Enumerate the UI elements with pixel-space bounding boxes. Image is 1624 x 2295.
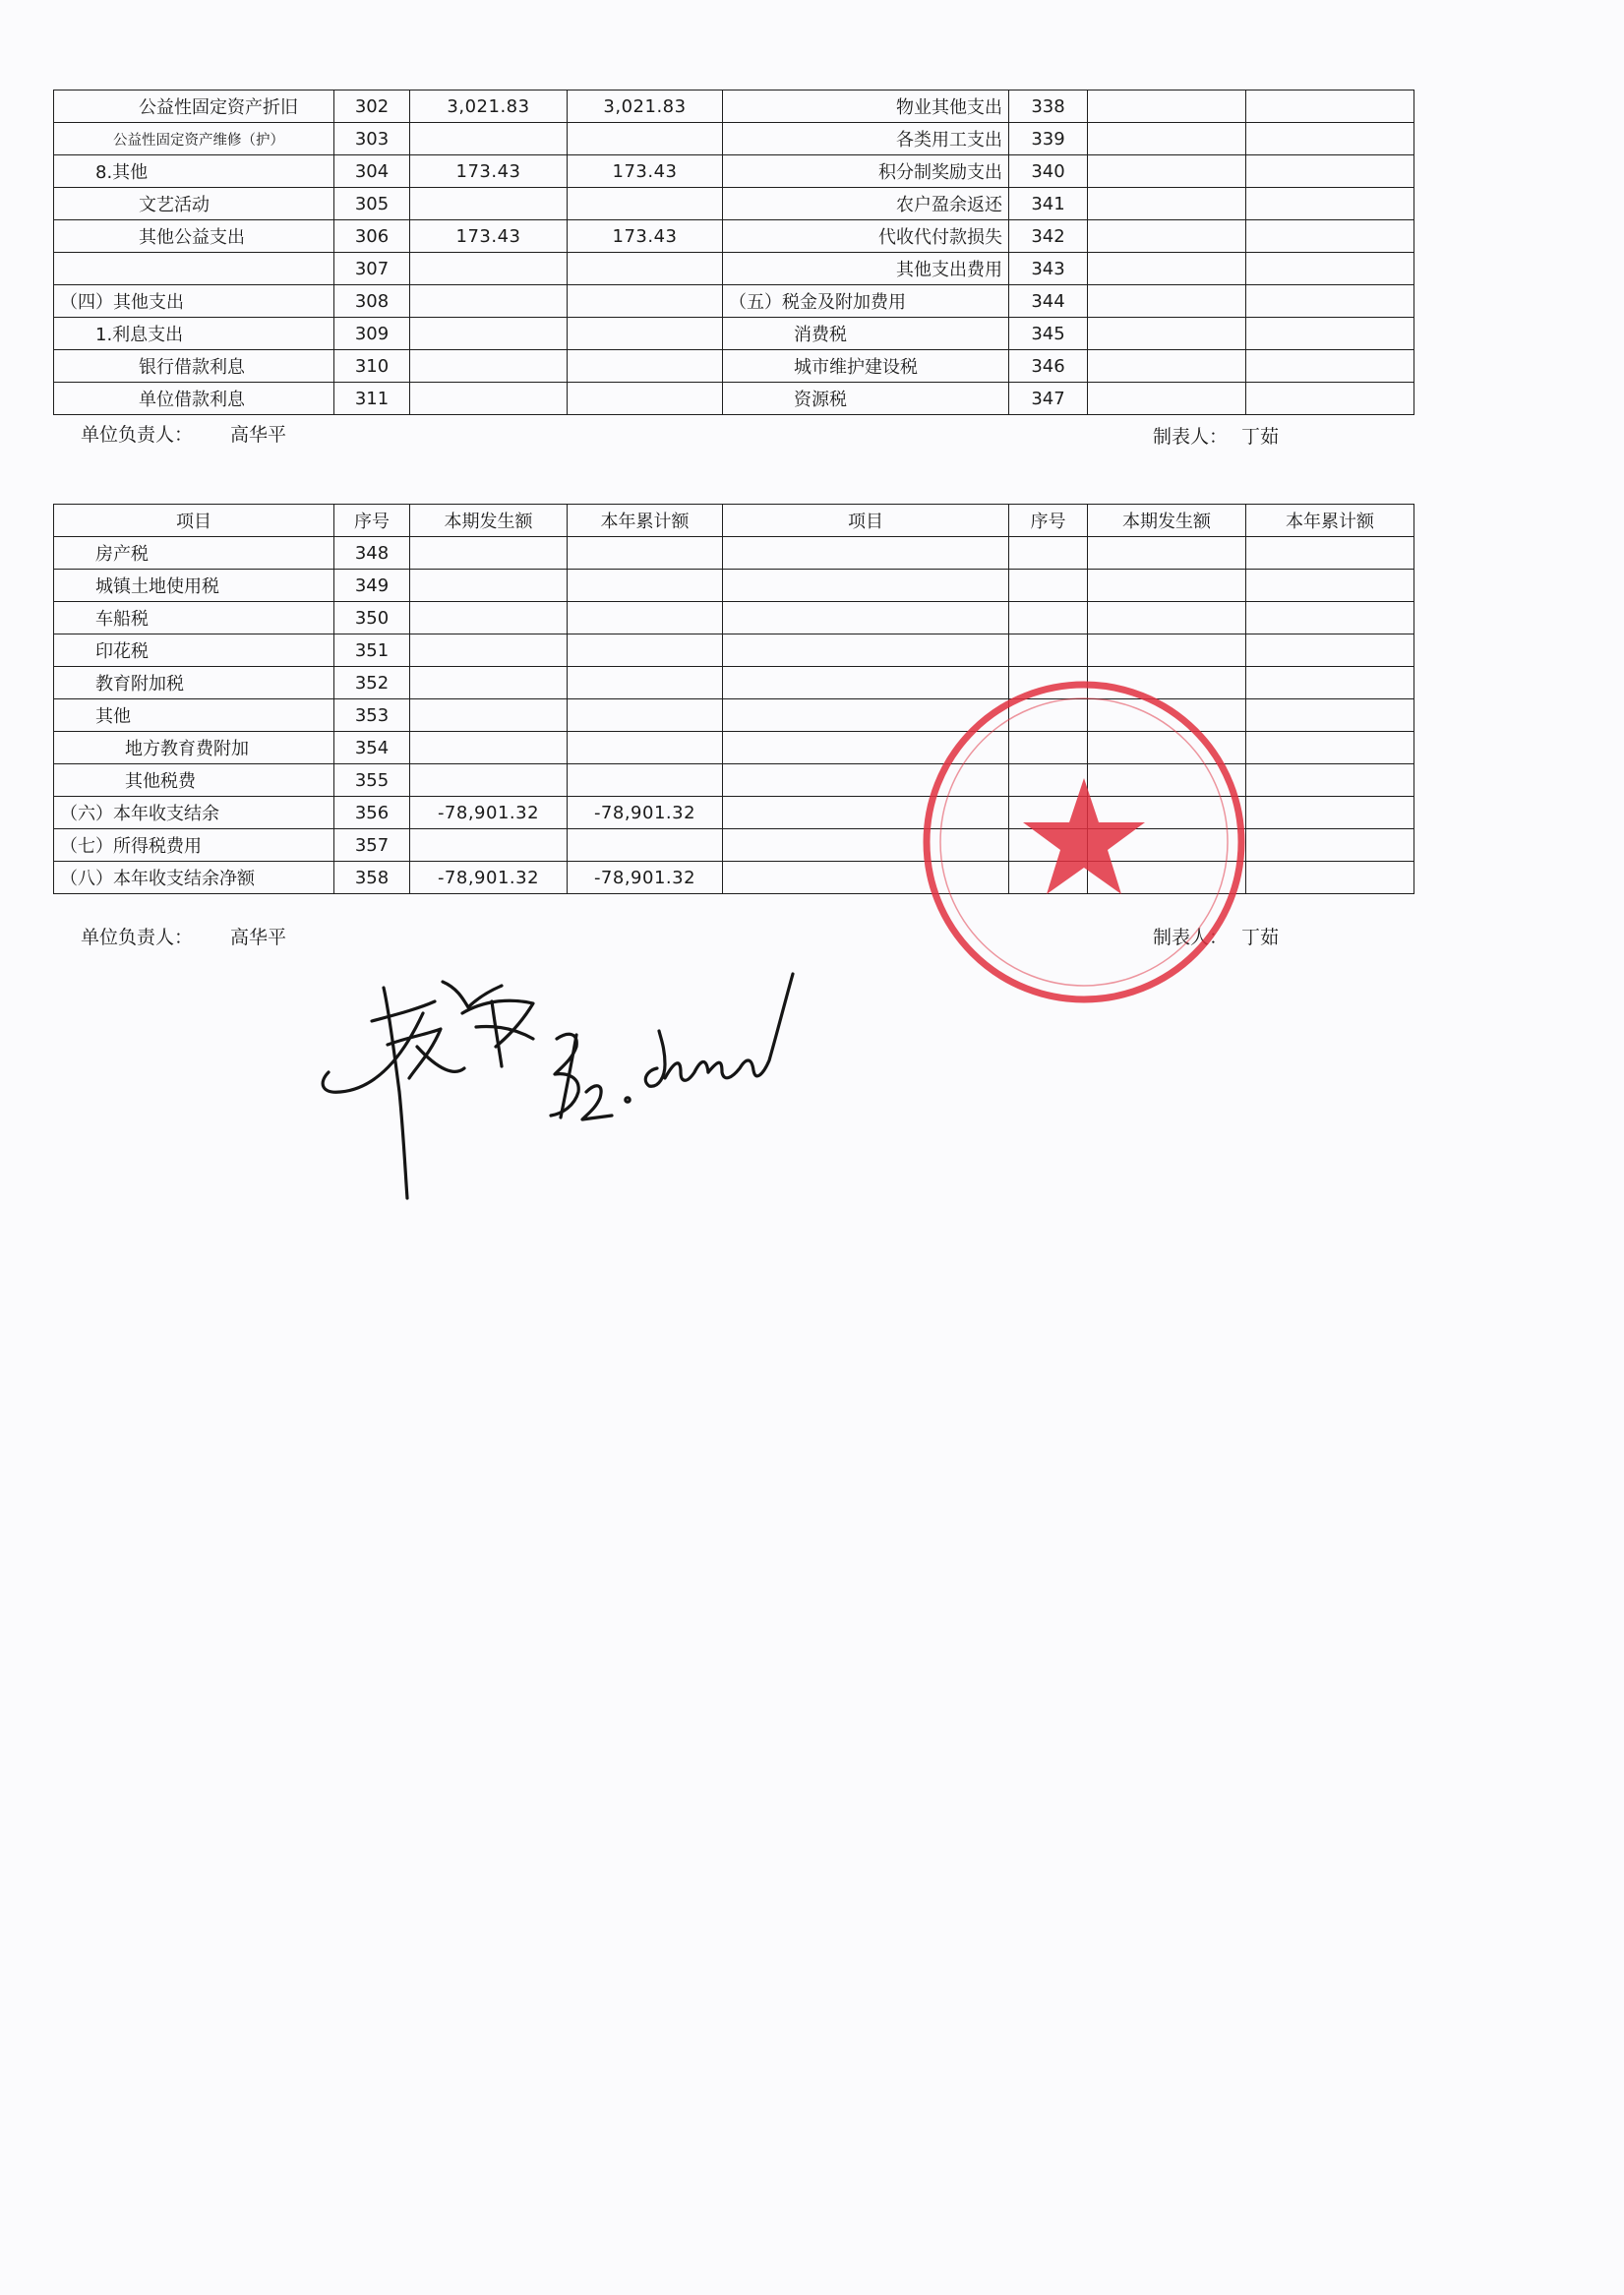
right-current-amount-empty [1088, 570, 1246, 602]
right-current-amount [1088, 350, 1246, 383]
table-row [54, 383, 1414, 415]
current-amount: -78,901.32 [410, 797, 568, 829]
left-current-amount: 173.43 [410, 220, 568, 253]
col-header-current-right: 本期发生额 [1088, 505, 1246, 537]
current-amount [410, 829, 568, 862]
right-ytd-amount [1246, 155, 1414, 188]
table-row [54, 570, 1414, 602]
left-seq-number: 304 [334, 155, 410, 188]
left-item-label [54, 253, 334, 285]
right-seq-number-empty [1009, 570, 1088, 602]
left-ytd-amount [568, 350, 723, 383]
right-seq-number: 343 [1009, 253, 1088, 285]
right-item-label: 代收代付款损失 [723, 220, 1009, 253]
right-ytd-amount-empty [1246, 829, 1414, 862]
right-ytd-amount [1246, 383, 1414, 415]
item-label: 教育附加税 [54, 667, 334, 699]
current-amount [410, 570, 568, 602]
table-row [54, 123, 1414, 155]
table-row [54, 634, 1414, 667]
left-ytd-amount [568, 253, 723, 285]
unit-head-signature-line [81, 420, 286, 447]
preparer-name: 丁茹 [1241, 927, 1280, 948]
seq-number: 350 [334, 602, 410, 634]
left-item-label: 银行借款利息 [54, 350, 334, 383]
right-current-amount [1088, 155, 1246, 188]
item-label: 城镇土地使用税 [54, 570, 334, 602]
right-ytd-amount [1246, 91, 1414, 123]
seq-number: 348 [334, 537, 410, 570]
current-amount [410, 537, 568, 570]
left-seq-number: 307 [334, 253, 410, 285]
right-current-amount [1088, 253, 1246, 285]
table-header-row [54, 505, 1414, 537]
right-seq-number: 347 [1009, 383, 1088, 415]
left-item-label: 单位借款利息 [54, 383, 334, 415]
table-row [54, 318, 1414, 350]
seq-number: 355 [334, 764, 410, 797]
left-seq-number: 303 [334, 123, 410, 155]
right-ytd-amount [1246, 318, 1414, 350]
right-seq-number-empty [1009, 634, 1088, 667]
right-seq-number: 346 [1009, 350, 1088, 383]
right-seq-number-empty [1009, 602, 1088, 634]
right-current-amount [1088, 91, 1246, 123]
right-current-amount [1088, 285, 1246, 318]
ytd-amount [568, 732, 723, 764]
unit-head-label: 单位负责人： [81, 424, 194, 446]
right-seq-number: 338 [1009, 91, 1088, 123]
ytd-amount [568, 570, 723, 602]
col-header-ytd-right: 本年累计额 [1246, 505, 1414, 537]
item-label: 地方教育费附加 [54, 732, 334, 764]
left-seq-number: 305 [334, 188, 410, 220]
table-row [54, 253, 1414, 285]
right-ytd-amount-empty [1246, 732, 1414, 764]
ytd-amount [568, 602, 723, 634]
right-item-label-empty [723, 634, 1009, 667]
right-item-label: 其他支出费用 [723, 253, 1009, 285]
right-item-label: 农户盈余返还 [723, 188, 1009, 220]
seq-number: 356 [334, 797, 410, 829]
right-ytd-amount [1246, 188, 1414, 220]
right-current-amount [1088, 188, 1246, 220]
left-item-label: 文艺活动 [54, 188, 334, 220]
table-row [54, 155, 1414, 188]
right-ytd-amount-empty [1246, 634, 1414, 667]
seq-number: 351 [334, 634, 410, 667]
right-item-label-empty [723, 602, 1009, 634]
left-current-amount [410, 188, 568, 220]
right-item-label: 资源税 [723, 383, 1009, 415]
left-seq-number: 302 [334, 91, 410, 123]
right-item-label: 积分制奖励支出 [723, 155, 1009, 188]
seq-number: 349 [334, 570, 410, 602]
preparer-name: 丁茹 [1241, 426, 1280, 448]
left-current-amount [410, 350, 568, 383]
item-label: （六）本年收支结余 [54, 797, 334, 829]
expense-table-continued [53, 90, 1414, 415]
ytd-amount: -78,901.32 [568, 797, 723, 829]
right-seq-number: 342 [1009, 220, 1088, 253]
ytd-amount [568, 537, 723, 570]
right-current-amount [1088, 383, 1246, 415]
item-label: （七）所得税费用 [54, 829, 334, 862]
right-seq-number: 339 [1009, 123, 1088, 155]
left-ytd-amount [568, 123, 723, 155]
table-row [54, 285, 1414, 318]
right-ytd-amount-empty [1246, 797, 1414, 829]
col-header-item: 项目 [54, 505, 334, 537]
signature-strokes [323, 974, 793, 1198]
right-current-amount [1088, 318, 1246, 350]
table-row [54, 188, 1414, 220]
seq-number: 353 [334, 699, 410, 732]
current-amount [410, 634, 568, 667]
preparer-label: 制表人： [1153, 426, 1229, 448]
right-current-amount-empty [1088, 537, 1246, 570]
right-item-label: 消费税 [723, 318, 1009, 350]
left-item-label: 8.其他 [54, 155, 334, 188]
left-item-label: 其他公益支出 [54, 220, 334, 253]
left-item-label: 公益性固定资产维修（护） [54, 123, 334, 155]
left-item-label: （四）其他支出 [54, 285, 334, 318]
right-current-amount [1088, 220, 1246, 253]
right-item-label-empty [723, 537, 1009, 570]
col-header-seq: 序号 [334, 505, 410, 537]
ytd-amount [568, 667, 723, 699]
handwritten-signature [315, 944, 826, 1210]
left-ytd-amount [568, 383, 723, 415]
item-label: 其他 [54, 699, 334, 732]
right-ytd-amount-empty [1246, 764, 1414, 797]
right-ytd-amount-empty [1246, 862, 1414, 894]
right-item-label: 各类用工支出 [723, 123, 1009, 155]
right-ytd-amount-empty [1246, 602, 1414, 634]
left-current-amount: 3,021.83 [410, 91, 568, 123]
table-row [54, 350, 1414, 383]
left-seq-number: 306 [334, 220, 410, 253]
right-seq-number: 344 [1009, 285, 1088, 318]
right-item-label-empty [723, 570, 1009, 602]
table-row [54, 602, 1414, 634]
left-ytd-amount [568, 285, 723, 318]
preparer-label: 制表人： [1153, 927, 1229, 948]
current-amount [410, 732, 568, 764]
right-ytd-amount [1246, 123, 1414, 155]
ytd-amount [568, 699, 723, 732]
unit-head-label: 单位负责人： [81, 927, 194, 948]
right-item-label: （五）税金及附加费用 [723, 285, 1009, 318]
seq-number: 358 [334, 862, 410, 894]
left-seq-number: 311 [334, 383, 410, 415]
seq-number: 354 [334, 732, 410, 764]
left-current-amount [410, 285, 568, 318]
right-ytd-amount [1246, 253, 1414, 285]
right-ytd-amount-empty [1246, 667, 1414, 699]
right-ytd-amount-empty [1246, 699, 1414, 732]
right-seq-number: 341 [1009, 188, 1088, 220]
col-header-current: 本期发生额 [410, 505, 568, 537]
right-ytd-amount-empty [1246, 570, 1414, 602]
right-ytd-amount [1246, 285, 1414, 318]
preparer-signature-line [1153, 422, 1279, 449]
right-current-amount-empty [1088, 634, 1246, 667]
star-icon [1023, 778, 1145, 894]
left-seq-number: 308 [334, 285, 410, 318]
col-header-seq-right: 序号 [1009, 505, 1088, 537]
unit-head-name: 高华平 [230, 424, 287, 446]
right-item-label: 城市维护建设税 [723, 350, 1009, 383]
current-amount [410, 667, 568, 699]
right-current-amount [1088, 123, 1246, 155]
unit-head-signature-line-2 [81, 923, 286, 949]
col-header-ytd: 本年累计额 [568, 505, 723, 537]
ytd-amount: -78,901.32 [568, 862, 723, 894]
item-label: 房产税 [54, 537, 334, 570]
left-ytd-amount: 173.43 [568, 220, 723, 253]
current-amount: -78,901.32 [410, 862, 568, 894]
item-label: 其他税费 [54, 764, 334, 797]
left-seq-number: 309 [334, 318, 410, 350]
right-item-label: 物业其他支出 [723, 91, 1009, 123]
left-current-amount [410, 253, 568, 285]
right-ytd-amount-empty [1246, 537, 1414, 570]
left-current-amount [410, 383, 568, 415]
left-ytd-amount [568, 188, 723, 220]
right-seq-number: 340 [1009, 155, 1088, 188]
seq-number: 352 [334, 667, 410, 699]
right-seq-number: 345 [1009, 318, 1088, 350]
ytd-amount [568, 829, 723, 862]
official-seal-stamp [917, 675, 1251, 1009]
ytd-amount [568, 764, 723, 797]
unit-head-name: 高华平 [230, 927, 287, 948]
table-row [54, 220, 1414, 253]
left-ytd-amount [568, 318, 723, 350]
item-label: 印花税 [54, 634, 334, 667]
left-current-amount [410, 123, 568, 155]
left-ytd-amount: 3,021.83 [568, 91, 723, 123]
col-header-item-right: 项目 [723, 505, 1009, 537]
item-label: 车船税 [54, 602, 334, 634]
ytd-amount [568, 634, 723, 667]
right-ytd-amount [1246, 350, 1414, 383]
left-current-amount [410, 318, 568, 350]
right-seq-number-empty [1009, 537, 1088, 570]
table-row [54, 91, 1414, 123]
seq-number: 357 [334, 829, 410, 862]
table-row [54, 537, 1414, 570]
current-amount [410, 699, 568, 732]
right-current-amount-empty [1088, 602, 1246, 634]
left-item-label: 1.利息支出 [54, 318, 334, 350]
left-ytd-amount: 173.43 [568, 155, 723, 188]
left-seq-number: 310 [334, 350, 410, 383]
left-item-label: 公益性固定资产折旧 [54, 91, 334, 123]
left-current-amount: 173.43 [410, 155, 568, 188]
current-amount [410, 764, 568, 797]
current-amount [410, 602, 568, 634]
item-label: （八）本年收支结余净额 [54, 862, 334, 894]
right-ytd-amount [1246, 220, 1414, 253]
